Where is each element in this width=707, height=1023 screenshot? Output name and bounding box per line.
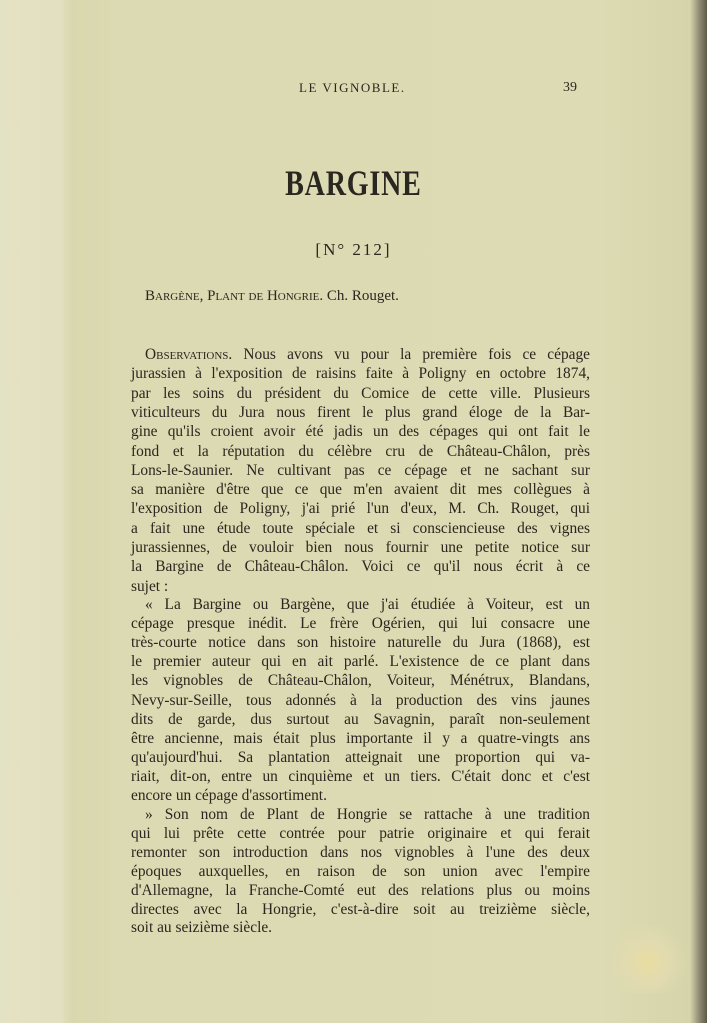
page-number: 39 <box>563 80 577 95</box>
text-line: sa manière d'être que ce que m'en avaient dit mes collègues à <box>131 481 590 499</box>
text-line: remonter son introduction dans nos vignobles à l'une des deux <box>131 843 590 861</box>
text-line: jurassien à l'exposition de raisins faite à Poligny en octobre 1874, <box>131 365 590 383</box>
text-line: a fait une étude toute spéciale et si consciencieuse des vignes <box>131 519 590 537</box>
text-line: qui lui prête cette contrée pour patrie originaire et qui ferait <box>131 824 590 842</box>
text-line: » Son nom de Plant de Hongrie se rattache à une tradition <box>145 806 590 823</box>
paragraph-lead: Observations. <box>145 346 233 363</box>
text-line: qu'aujourd'hui. Sa plantation atteignait une proportion qui va- <box>131 748 590 766</box>
synonyms-line <box>145 288 399 305</box>
text-line: par les soins du président du Comice de cette ville. Plusieurs <box>131 384 590 402</box>
text-line: dits de garde, dus surtout au Savagnin, paraît non-seulement <box>131 710 590 728</box>
text-line: cépage presque inédit. Le frère Ogérien, qui lui consacre une <box>131 615 590 633</box>
text-line: viticulteurs du Jura nous firent le plus grand éloge de la Bar- <box>131 403 590 421</box>
text-line: les vignobles de Château-Châlon, Voiteur, Ménétrux, Blandans, <box>131 672 590 690</box>
text-line: directes avec la Hongrie, c'est-à-dire soit au treizième siècle, <box>131 900 590 918</box>
text-line: d'Allemagne, la Franche-Comté eut des relations plus ou moins <box>131 881 590 899</box>
text-line: jurassiennes, de vouloir bien nous fournir une petite notice sur <box>131 539 590 556</box>
entry-number: [N° 212] <box>315 240 392 259</box>
text-line: fond et la réputation du célèbre cru de Château-Châlon, près <box>131 442 590 460</box>
text-line: soit au seizième siècle. <box>131 919 273 937</box>
paper-stain <box>603 925 691 993</box>
text-line: Nevy-sur-Seille, tous adonnés à la production des vins jaunes <box>131 691 590 709</box>
text-line: Observations. Nous avons vu pour la première fois ce cépage <box>145 346 590 363</box>
text-line: gine qu'ils croient avoir été jadis un des cépages qui ont fait le <box>131 423 590 441</box>
text-line: la Bargine de Château-Châlon. Voici ce qu'il nous écrit à ce <box>131 558 590 576</box>
text-line: riait, dit-on, entre un cinquième et un tiers. C'était donc et c'est <box>131 767 590 785</box>
text-line: l'exposition de Poligny, j'ai prié l'un d'eux, M. Ch. Rouget, qui <box>131 500 590 518</box>
synonym-author: Ch. Rouget. <box>326 288 399 304</box>
text-line: très-courte notice dans son histoire naturelle du Jura (1868), est <box>131 634 590 652</box>
text-line: être ancienne, mais était plus importante il y a quatre-vingts ans <box>131 729 590 747</box>
text-line: le premier auteur qui en ait parlé. L'existence de ce plant dans <box>131 653 590 671</box>
text-line: Lons-le-Saunier. Ne cultivant pas ce cépage et ne sachant sur <box>131 461 590 479</box>
text-line: « La Bargine ou Bargène, que j'ai étudiée à Voiteur, est un <box>145 596 590 613</box>
running-title: LE VIGNOBLE. <box>299 80 406 95</box>
text-line: époques auxquelles, en raison de son union avec l'empire <box>131 862 590 880</box>
text-line: sujet : <box>131 577 169 595</box>
synonym-names: Bargène, Plant de Hongrie. <box>145 288 324 304</box>
entry-title: BARGINE <box>285 163 422 203</box>
text-line: encore un cépage d'assortiment. <box>131 787 327 804</box>
